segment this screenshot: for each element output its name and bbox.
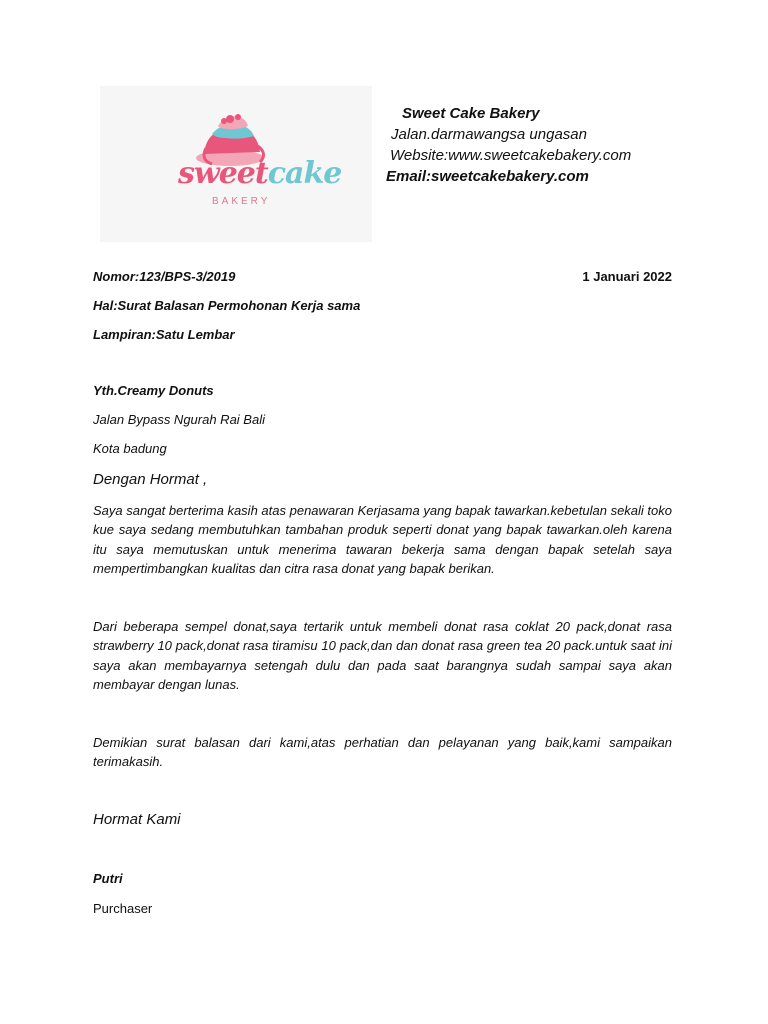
letter-attachment: Lampiran:Satu Lembar bbox=[93, 327, 235, 342]
company-address: Jalan.darmawangsa ungasan bbox=[391, 126, 587, 143]
body-paragraph-3: Demikian surat balasan dari kami,atas perhatian dan pelayanan yang baik,kami sampaikan terimakasih. bbox=[93, 735, 672, 770]
logo-wordmark bbox=[178, 156, 341, 191]
recipient-address: Jalan Bypass Ngurah Rai Bali bbox=[93, 412, 265, 427]
letter-subject: Hal:Surat Balasan Permohonan Kerja sama bbox=[93, 298, 361, 313]
letter-number: Nomor:123/BPS-3/2019 bbox=[93, 269, 236, 284]
closing: Hormat Kami bbox=[93, 811, 181, 828]
logo-tagline: BAKERY bbox=[212, 196, 271, 207]
company-email: Email:sweetcakebakery.com bbox=[386, 168, 589, 185]
logo-word-cake: cake bbox=[267, 156, 342, 191]
body-paragraph-1: Saya sangat berterima kasih atas penawaran Kerjasama yang bapak tawarkan.kebetulan sekali toko kue saya sedang membutuhkan tambahan produk seperti donat yang bapak tawarkan.oleh karena itu saya memutuskan untuk menerima tawaran bekerja sama dengan bapak setelah saya mempertimbangkan kualitas dan citra rasa donat yang bapak berikan. bbox=[93, 503, 672, 576]
signer-name: Putri bbox=[93, 871, 123, 886]
letter-date: 1 Januari 2022 bbox=[582, 269, 672, 284]
signer-title: Purchaser bbox=[93, 901, 153, 916]
company-logo bbox=[100, 86, 372, 242]
company-website: Website:www.sweetcakebakery.com bbox=[390, 147, 632, 164]
greeting: Dengan Hormat , bbox=[93, 471, 208, 488]
logo-word-sweet: sweet bbox=[178, 156, 268, 191]
recipient-city: Kota badung bbox=[93, 441, 167, 456]
body-paragraph-2: Dari beberapa sempel donat,saya tertarik untuk membeli donat rasa coklat 20 pack,donat rasa strawberry 10 pack,donat rasa tiramisu 10 pack,dan dan donat rasa green tea 20 pack.untuk saat ini saya akan membayarnya setengah dulu dan pada saat barangnya sudah sampai saya akan membayar dengan lunas. bbox=[93, 619, 672, 692]
recipient-name: Yth.Creamy Donuts bbox=[93, 383, 214, 398]
company-name: Sweet Cake Bakery bbox=[402, 105, 540, 122]
